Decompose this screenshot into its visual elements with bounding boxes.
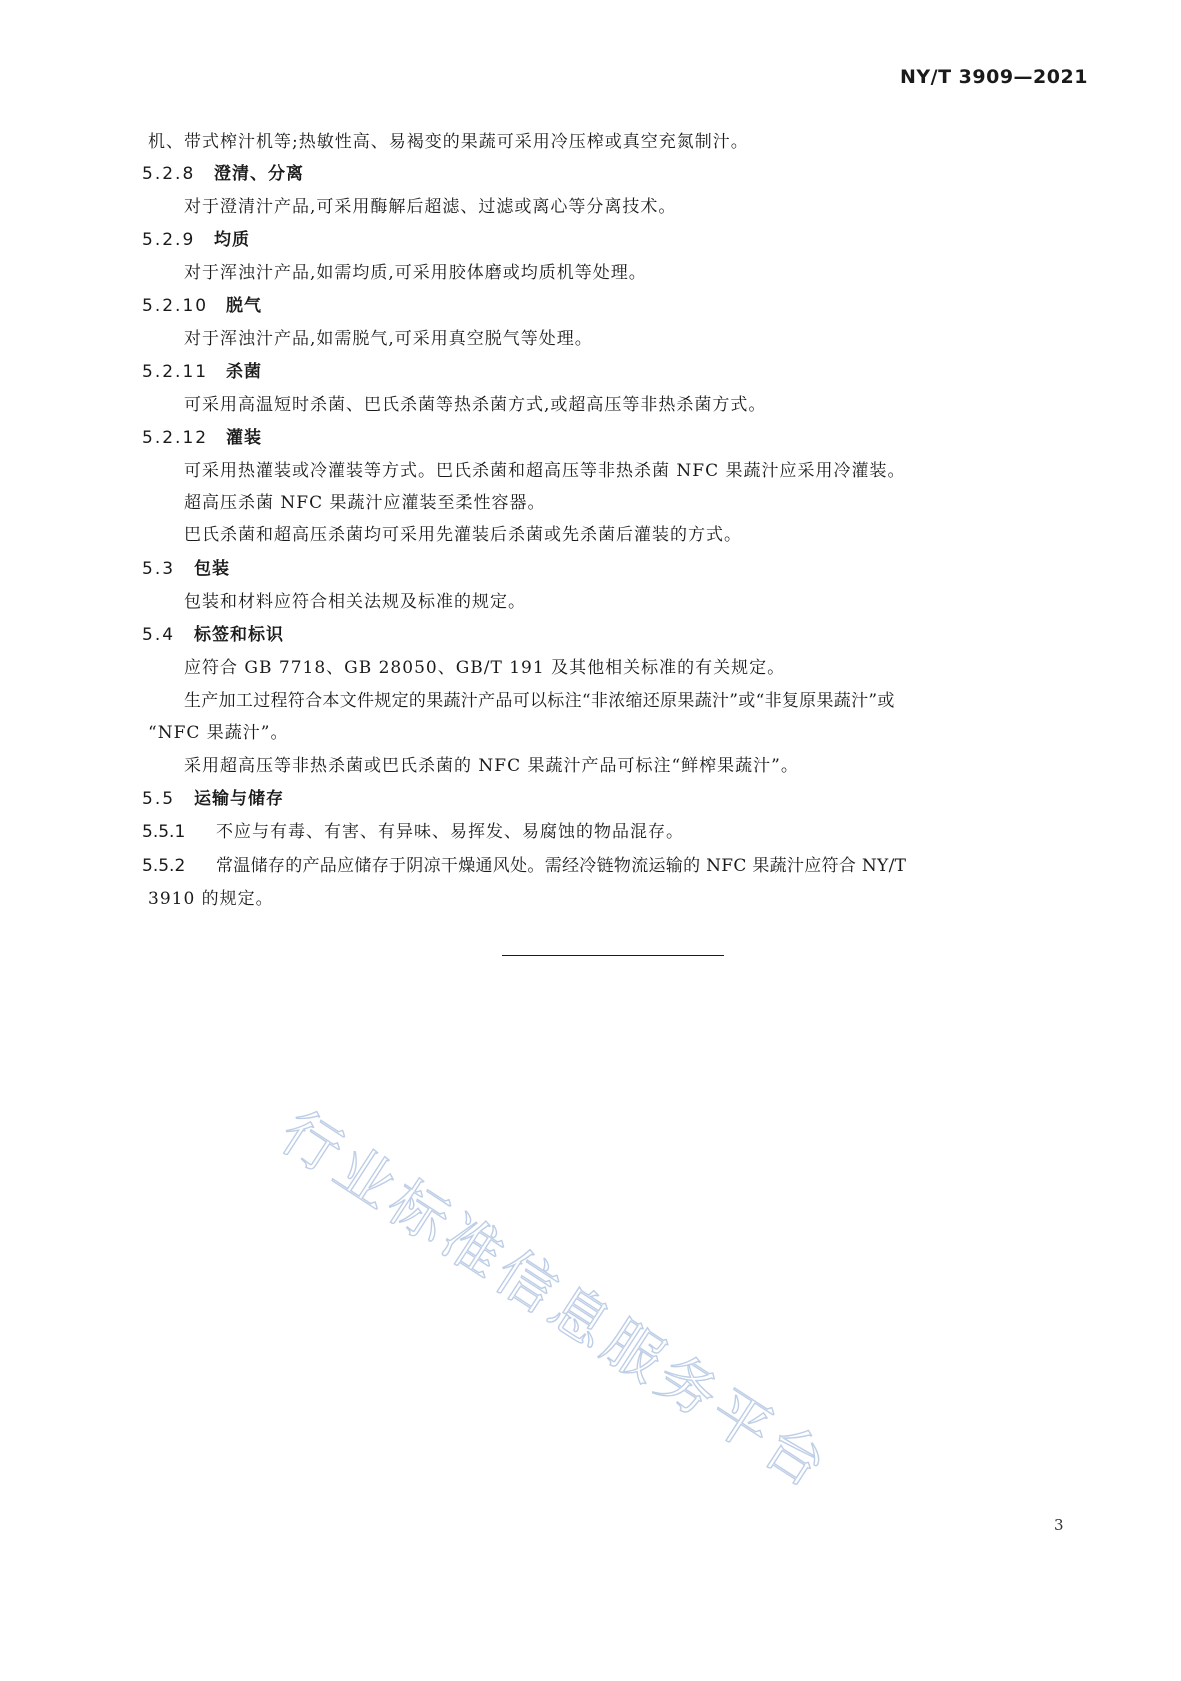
section-5-3-text: 包装和材料应符合相关法规及标准的规定。 [184,592,526,612]
section-number: 5.3 [142,559,176,579]
section-text: 常温储存的产品应储存于阴凉干燥通风处。需经冷链物流运输的 NFC 果蔬汁应符合 NY/T [216,856,907,876]
section-title: 标签和标识 [194,625,284,645]
section-5-5-heading [142,788,284,810]
section-number: 5.4 [142,625,176,645]
section-5-4-text-2: 生产加工过程符合本文件规定的果蔬汁产品可以标注“非浓缩还原果蔬汁”或“非复原果蔬汁”或 [184,691,895,711]
section-title: 包装 [194,559,230,579]
section-5-2-12-text-2: 超高压杀菌 NFC 果蔬汁应灌装至柔性容器。 [184,493,546,513]
section-number: 5.2.9 [142,230,196,250]
section-5-2-9-heading [142,229,250,251]
section-5-4-text-2-cont: “NFC 果蔬汁”。 [148,723,289,743]
section-5-4-heading [142,624,284,646]
section-number: 5.2.12 [142,428,209,448]
section-5-4-text-3: 采用超高压等非热杀菌或巴氏杀菌的 NFC 果蔬汁产品可标注“鲜榨果蔬汁”。 [184,756,799,776]
section-title: 灌装 [226,428,262,448]
section-5-2-12-text-3: 巴氏杀菌和超高压杀菌均可采用先灌装后杀菌或先杀菌后灌装的方式。 [184,525,742,545]
section-5-2-11-heading [142,361,262,383]
standard-code: NY/T 3909—2021 [900,66,1088,88]
section-5-2-8-heading [142,163,304,185]
section-number: 5.2.11 [142,362,209,382]
paragraph-continuation: 机、带式榨汁机等;热敏性高、易褐变的果蔬可采用冷压榨或真空充氮制汁。 [148,132,749,152]
section-text: 不应与有毒、有害、有异味、易挥发、易腐蚀的物品混存。 [216,822,684,842]
section-title: 均质 [214,230,250,250]
section-5-5-2-cont: 3910 的规定。 [148,889,274,909]
section-number: 5.5.1 [142,822,186,842]
section-5-2-8-text: 对于澄清汁产品,可采用酶解后超滤、过滤或离心等分离技术。 [184,197,677,217]
section-number: 5.5 [142,789,176,809]
section-5-2-10-text: 对于浑浊汁产品,如需脱气,可采用真空脱气等处理。 [184,329,593,349]
section-5-2-10-heading [142,295,262,317]
page-number: 3 [1054,1516,1064,1534]
section-5-2-12-text-1: 可采用热灌装或冷灌装等方式。巴氏杀菌和超高压等非热杀菌 NFC 果蔬汁应采用冷灌装。 [184,461,906,481]
section-5-3-heading [142,558,230,580]
section-number: 5.5.2 [142,856,186,876]
watermark: 行业标准信息服务平台 [268,1097,843,1504]
section-5-2-12-heading [142,427,262,449]
section-number: 5.2.8 [142,164,196,184]
section-5-2-9-text: 对于浑浊汁产品,如需均质,可采用胶体磨或均质机等处理。 [184,263,647,283]
section-number: 5.2.10 [142,296,209,316]
section-title: 澄清、分离 [214,164,304,184]
section-title: 杀菌 [226,362,262,382]
section-5-4-text-1: 应符合 GB 7718、GB 28050、GB/T 191 及其他相关标准的有关规定。 [184,658,786,678]
section-title: 运输与储存 [194,789,284,809]
section-title: 脱气 [226,296,262,316]
section-5-5-1 [142,821,684,843]
section-5-2-11-text: 可采用高温短时杀菌、巴氏杀菌等热杀菌方式,或超高压等非热杀菌方式。 [184,395,767,415]
end-of-document-rule [502,955,724,956]
section-5-5-2 [142,855,906,877]
